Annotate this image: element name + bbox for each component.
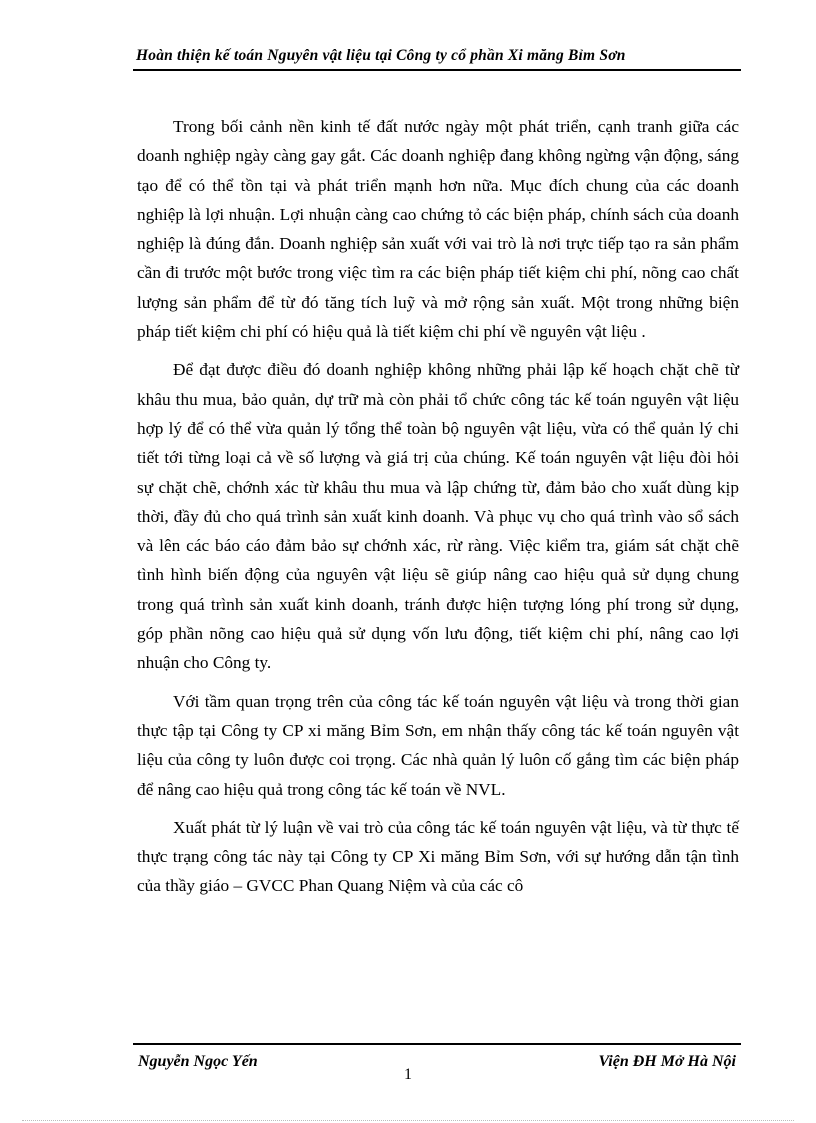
body-paragraph: Xuất phát từ lý luận về vai trò của công tác kế toán nguyên vật liệu, và từ thực tế thực trạng công tác này tại Công ty CP Xi măng Bỉm Sơn, với sự hướng dẫn tận tình của thầy giáo – GVCC Phan Quang Niệm và của các cô xyxy=(137,817,739,896)
footer-institution: Viện ĐH Mở Hà Nội xyxy=(598,1053,736,1070)
page-number: 1 xyxy=(404,1066,412,1083)
body-paragraph: Để đạt được điều đó doanh nghiệp không những phải lập kế hoạch chặt chẽ từ khâu thu mua, bảo quản, dự trữ mà còn phải tổ chức công tác kế toán nguyên vật liệu hợp lý để có thể vừa quản lý tổng thể toàn bộ nguyên vật liệu, vừa có thể quản lý chi tiết tới từng loại cả về số lượng và giá trị của chúng. Kế toán nguyên vật liệu đòi hỏi sự chặt chẽ, chớnh xác từ khâu thu mua và lập chứng từ, đảm bảo cho xuất dùng kịp thời, đầy đủ cho quá trình sản xuất kinh doanh. Và phục vụ cho quá trình vào sổ sách và lên các báo cáo đảm bảo sự chớnh xác, rừ ràng. Việc kiểm tra, giám sát chặt chẽ tình hình biến động của nguyên vật liệu sẽ giúp nâng cao hiệu quả sử dụng chung trong quá trình sản xuất kinh doanh, tránh được hiện tượng lóng phí trong sử dụng, góp phần nõng cao hiệu quả sử dụng vốn lưu động, tiết kiệm chi phí, nâng cao lợi nhuận cho Công ty. xyxy=(137,360,739,673)
body-paragraph: Trong bối cảnh nền kinh tế đất nước ngày một phát triển, cạnh tranh giữa các doanh nghiệp ngày càng gay gắt. Các doanh nghiệp đang không ngừng vận động, sáng tạo để có thể tồn tại và phát triển mạnh hơn nữa. Mục đích chung của các doanh nghiệp là lợi nhuận. Lợi nhuận càng cao chứng tỏ các biện pháp, chính sách của doanh nghiệp là đúng đắn. Doanh nghiệp sản xuất với vai trò là nơi trực tiếp tạo ra sản phẩm cần đi trước một bước trong việc tìm ra các biện pháp tiết kiệm chi phí, nõng cao chất lượng sản phẩm để từ đó tăng tích luỹ và mở rộng sản xuất. Một trong những biện pháp tiết kiệm chi phí có hiệu quả là tiết kiệm chi phí về nguyên vật liệu . xyxy=(137,117,739,342)
page-edge-border xyxy=(22,1120,794,1121)
footer-author: Nguyễn Ngọc Yến xyxy=(138,1053,258,1070)
running-header-title: Hoàn thiện kế toán Nguyên vật liệu tại Công ty cổ phần Xi măng Bỉm Sơn xyxy=(136,47,626,64)
body-paragraph: Với tầm quan trọng trên của công tác kế toán nguyên vật liệu và trong thời gian thực tập tại Công ty CP xi măng Bỉm Sơn, em nhận thấy công tác kế toán nguyên vật liệu của công ty luôn được coi trọng. Các nhà quản lý luôn cố gắng tìm các biện pháp để nâng cao hiệu quả trong công tác kế toán về NVL. xyxy=(137,691,739,799)
header-divider xyxy=(133,69,741,71)
document-body xyxy=(137,112,739,910)
footer-divider xyxy=(133,1043,741,1045)
